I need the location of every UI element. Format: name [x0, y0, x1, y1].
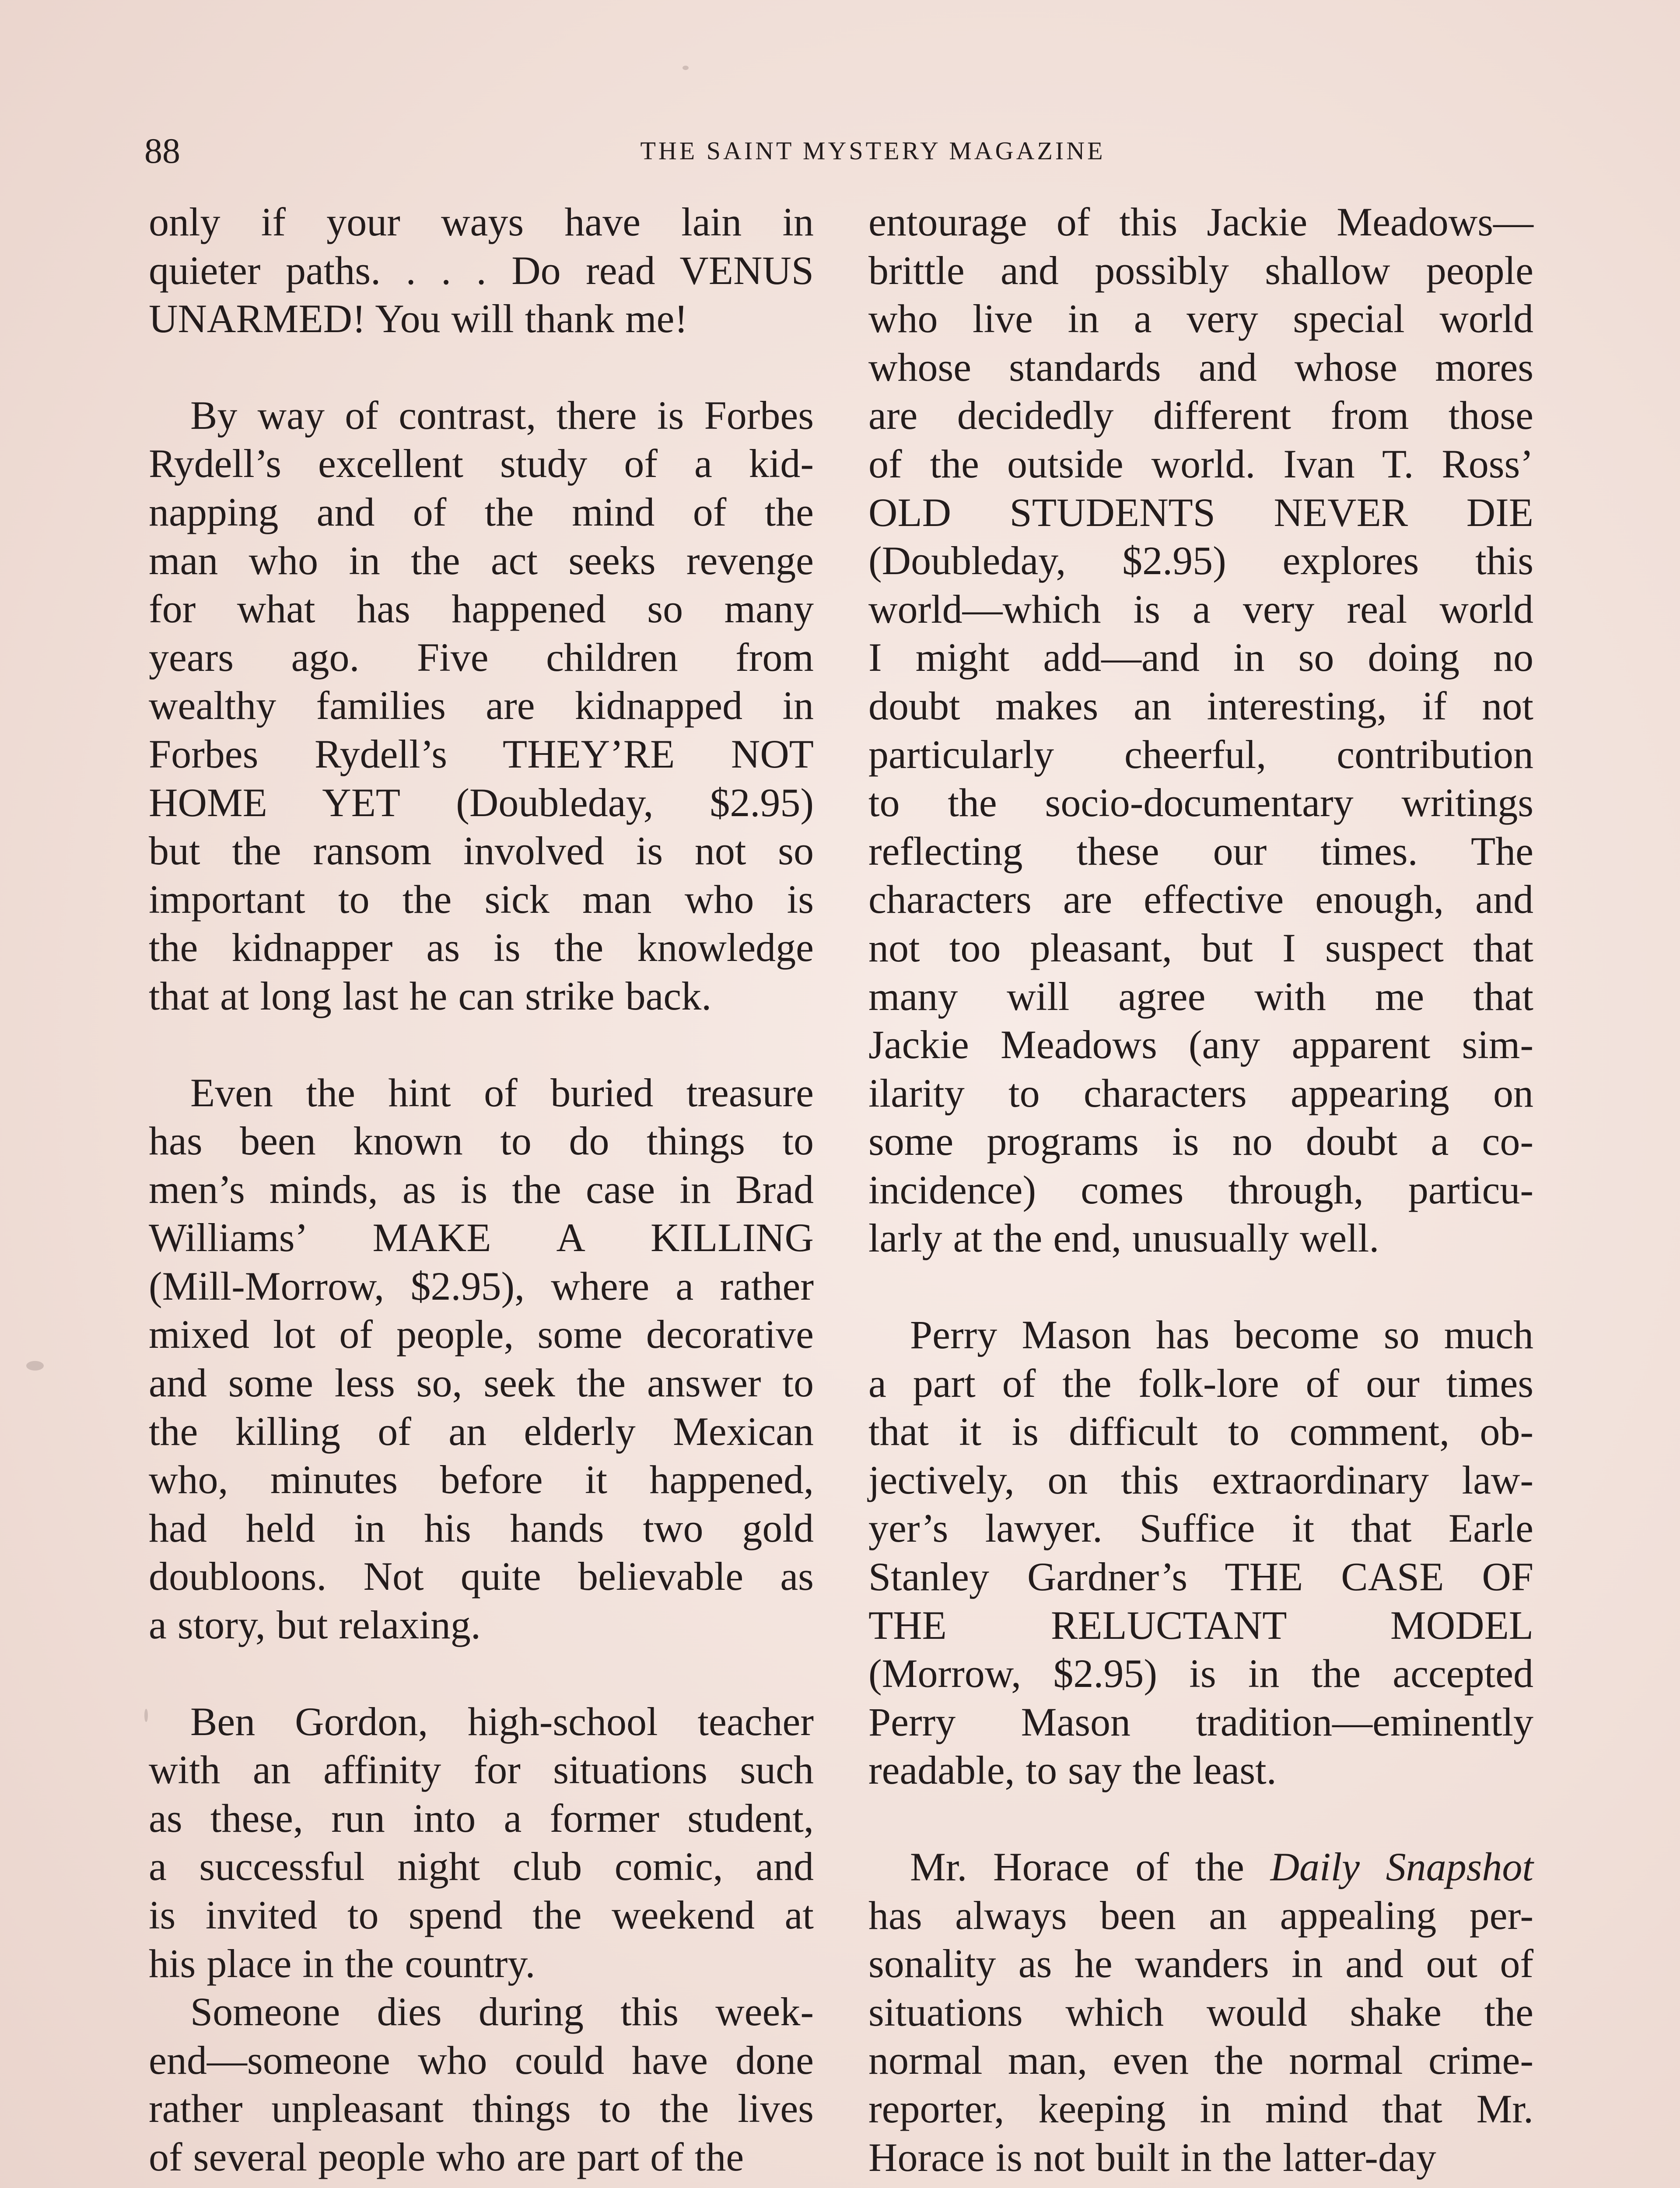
paper-speck [26, 1361, 44, 1371]
text-line: doubt makes an interesting, if not [868, 683, 1533, 728]
text-line: of several people who are part of the [149, 2134, 744, 2179]
text-line: Rydell’s excellent study of a kid- [149, 441, 814, 486]
text-line: particularly cheerful, contribution [868, 732, 1533, 777]
text-line: to the socio-documentary writings [868, 780, 1533, 825]
text-line: sonality as he wanders in and out of [868, 1941, 1533, 1986]
left-column-paragraph [149, 1069, 814, 1649]
left-column-paragraph [149, 198, 814, 343]
paper-speck [682, 66, 689, 70]
text-line: entourage of this Jackie Meadows— [868, 200, 1533, 244]
page-header [144, 127, 1536, 175]
text-line: important to the sick man who is [149, 877, 814, 922]
text-line: as these, run into a former student, [149, 1795, 814, 1841]
text-line: OLD STUDENTS NEVER DIE [868, 490, 1533, 535]
text-line: larly at the end, unusually well. [868, 1216, 1379, 1261]
page-number: 88 [144, 131, 180, 171]
text-line: quieter paths. . . . Do read VENUS [149, 248, 814, 293]
text-line: Jackie Meadows (any apparent sim- [868, 1022, 1533, 1067]
text-line: world—which is a very real world [868, 586, 1533, 631]
text-line: that it is difficult to comment, ob- [868, 1409, 1533, 1454]
text-line: Even the hint of buried treasure [190, 1070, 814, 1115]
text-line: are decidedly different from those [868, 393, 1533, 438]
text-line: rather unpleasant things to the lives [149, 2086, 814, 2131]
text-line: and some less so, seek the answer to [149, 1360, 814, 1406]
text-line: Horace is not built in the latter-day [868, 2135, 1436, 2180]
text-line: end—someone who could have done [149, 2037, 814, 2083]
text-line: THE RELUCTANT MODEL [868, 1602, 1533, 1648]
text-line: who, minutes before it happened, [149, 1457, 814, 1502]
text-line: not too pleasant, but I suspect that [868, 925, 1533, 970]
text-line: has been known to do things to [149, 1119, 814, 1164]
text-line: has always been an appealing per- [868, 1893, 1533, 1938]
text-line: Mr. Horace of the Daily Snapshot [910, 1844, 1533, 1889]
text-line: Stanley Gardner’s THE CASE OF [868, 1554, 1533, 1599]
text-line: a part of the folk-lore of our times [868, 1360, 1533, 1406]
text-line: jectively, on this extraordinary law- [868, 1457, 1533, 1502]
text-line: years ago. Five children from [149, 635, 814, 680]
text-line: some programs is no doubt a co- [868, 1119, 1533, 1164]
text-line: Forbes Rydell’s THEY’RE NOT [149, 731, 814, 776]
text-line: many will agree with me that [868, 974, 1533, 1019]
text-line: who live in a very special world [868, 296, 1533, 341]
text-line: incidence) comes through, particu- [868, 1167, 1533, 1212]
text-line: but the ransom involved is not so [149, 828, 814, 873]
running-title: THE SAINT MYSTERY MAGAZINE [640, 137, 1106, 165]
text-line: that at long last he can strike back. [149, 973, 712, 1018]
text-line: situations which would shake the [868, 1989, 1533, 2034]
text-line: napping and of the mind of the [149, 489, 814, 534]
text-line: the killing of an elderly Mexican [149, 1409, 814, 1454]
text-line: UNARMED! You will thank me! [149, 296, 688, 341]
text-line: reflecting these our times. The [868, 828, 1533, 873]
text-line: (Doubleday, $2.95) explores this [868, 538, 1533, 583]
text-line: of the outside world. Ivan T. Ross’ [868, 441, 1533, 486]
text-line: a successful night club comic, and [149, 1844, 814, 1889]
text-line: men’s minds, as is the case in Brad [149, 1167, 814, 1212]
text-line: Williams’ MAKE A KILLING [149, 1215, 814, 1260]
text-line: reporter, keeping in mind that Mr. [868, 2086, 1533, 2131]
text-line: Someone dies during this week- [190, 1989, 814, 2034]
text-line: (Morrow, $2.95) is in the accepted [868, 1651, 1533, 1696]
text-line: wealthy families are kidnapped in [149, 683, 814, 728]
text-line: man who in the act seeks revenge [149, 538, 814, 583]
right-column-paragraph [868, 1311, 1533, 1795]
text-line: a story, but relaxing. [149, 1602, 481, 1648]
left-column-paragraph [149, 1988, 814, 2181]
text-line: with an affinity for situations such [149, 1747, 814, 1792]
left-column [149, 198, 814, 2181]
text-line: (Mill-Morrow, $2.95), where a rather [149, 1263, 814, 1308]
text-line: mixed lot of people, some decorative [149, 1312, 814, 1357]
text-line: Perry Mason tradition—eminently [868, 1699, 1533, 1744]
right-column-paragraph [868, 198, 1533, 1262]
text-line: the kidnapper as is the knowledge [149, 925, 814, 970]
text-line: had held in his hands two gold [149, 1505, 814, 1550]
left-column-paragraph [149, 1697, 814, 1988]
text-line: only if your ways have lain in [149, 200, 814, 244]
text-line: Ben Gordon, high-school teacher [190, 1699, 814, 1744]
text-line: normal man, even the normal crime- [868, 2038, 1533, 2083]
right-column [868, 198, 1533, 2181]
text-line: readable, to say the least. [868, 1748, 1277, 1793]
text-line: doubloons. Not quite believable as [149, 1554, 814, 1599]
text-line: I might add—and in so doing no [868, 635, 1533, 680]
text-line: his place in the country. [149, 1941, 536, 1986]
text-line: brittle and possibly shallow people [868, 248, 1533, 293]
text-line: By way of contrast, there is Forbes [190, 393, 814, 438]
text-line: yer’s lawyer. Suffice it that Earle [868, 1506, 1533, 1551]
text-line: is invited to spend the weekend at [149, 1893, 814, 1937]
text-line: for what has happened so many [149, 586, 814, 631]
text-line: whose standards and whose mores [868, 344, 1533, 389]
text-line: ilarity to characters appearing on [868, 1070, 1533, 1115]
text-line: HOME YET (Doubleday, $2.95) [149, 780, 814, 825]
text-line: Perry Mason has become so much [910, 1312, 1533, 1357]
right-column-paragraph [868, 1843, 1533, 2181]
left-column-paragraph [149, 391, 814, 1020]
text-line: characters are effective enough, and [868, 877, 1533, 922]
paper-speck [144, 1709, 148, 1722]
